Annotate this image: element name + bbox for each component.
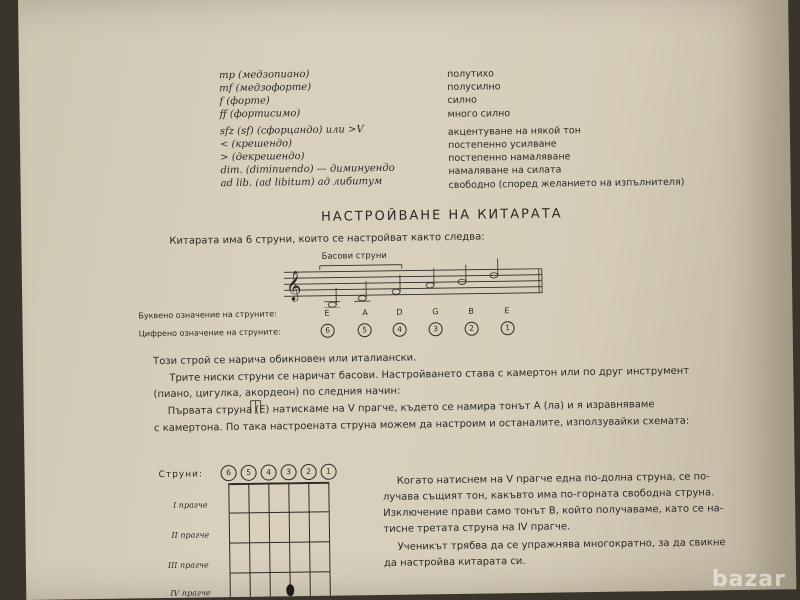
- dynamics-terms: [219, 66, 421, 190]
- dynamic-term: mf (медзофорте): [219, 81, 312, 95]
- string-number: 5: [358, 323, 372, 337]
- bass-strings-label: Басови струни: [321, 250, 387, 262]
- fretboard-string-number: 2: [301, 464, 317, 480]
- watermark-logo: bazar: [711, 567, 786, 592]
- string-fret-symbol-icon: [250, 399, 262, 415]
- dynamic-meaning: свободно (според желанието на изпълнителя): [448, 176, 685, 191]
- fret-label: III прагче: [167, 560, 209, 570]
- explanation-line: Ученикът трябва да се упражнява многократно, за да свикне: [397, 537, 726, 553]
- dynamic-meaning: намаляване на силата: [448, 164, 562, 178]
- fretboard-string-number: 1: [321, 464, 337, 480]
- string-letter: B: [468, 306, 474, 316]
- intro-text: Китарата има 6 струни, които се настройват както следва:: [169, 231, 485, 247]
- explanation-line: лучава същият тон, какъвто има по-горната свободна струна.: [382, 487, 715, 503]
- dynamic-term: < (крешендо): [219, 138, 293, 151]
- dynamic-term: sfz (sf) (сфорцандо) или >V: [219, 124, 364, 138]
- dynamic-meaning: силно: [447, 95, 478, 107]
- fretboard-string-number: 6: [221, 465, 237, 481]
- string-number: 1: [501, 321, 515, 335]
- fret-dot-icon: [286, 584, 294, 596]
- body-line: (пиано, цигулка, акордеон) по следния начин:: [153, 385, 401, 401]
- dynamic-term: f (форте): [219, 95, 270, 108]
- string-letter: G: [432, 307, 439, 317]
- dynamic-term: dim. (diminuendo) — диминуендо: [220, 162, 395, 177]
- string-number: 6: [321, 324, 335, 338]
- book-page: [18, 0, 796, 600]
- body-line: Първата струна (E) натискаме на V прагче, където се намира тонът A (ла) и я изравняваме: [167, 399, 655, 417]
- string-number: 2: [465, 322, 479, 336]
- dynamic-term: ad lib. (ad libitum) ад либитум: [220, 175, 383, 190]
- dynamics-meanings: [447, 63, 789, 192]
- fretboard-diagram: [221, 482, 343, 598]
- string-letter: E: [324, 308, 330, 318]
- explanation-line: Изключение прави само тонът B, който получаваме, като се на-: [383, 503, 724, 519]
- string-letter: D: [396, 307, 403, 317]
- dynamic-term: > (декрешендо): [220, 151, 305, 164]
- number-row-label: Цифрено означение на струните:: [138, 327, 281, 339]
- dynamic-meaning: постепенно усилване: [447, 138, 557, 152]
- fret-label: II прагче: [171, 530, 210, 540]
- section-title: НАСТРОЙВАНЕ НА КИТАРАТА: [320, 206, 563, 225]
- body-line: Трите ниски струни се наричат басови. Настройването става с камертон или по друг инструмент: [169, 365, 690, 384]
- dynamic-meaning: акцентуване на някой тон: [447, 124, 581, 138]
- treble-clef-icon: 𝄞: [285, 271, 302, 302]
- string-letter: E: [504, 306, 510, 316]
- body-line: Този строй се нарича обикновен или италиански.: [152, 352, 417, 368]
- dynamic-term: ff (фортисимо): [219, 108, 301, 121]
- explanation-line: да настройва китарата си.: [383, 555, 526, 569]
- strings-label: Струни:: [158, 469, 204, 481]
- fretboard-string-number: 5: [241, 465, 257, 481]
- dynamic-meaning: полусилно: [447, 81, 501, 94]
- dynamic-term: mp (медзопиано): [218, 68, 310, 82]
- explanation-line: Когато натиснем на V прагче една по-долна струна, се по-: [396, 471, 710, 487]
- string-number: 3: [429, 322, 443, 336]
- letter-row-label: Буквено означение на струните:: [138, 309, 277, 321]
- explanation-line: тисне третата струна на IV прагче.: [383, 521, 571, 535]
- dynamic-meaning: постепенно намаляване: [448, 151, 571, 165]
- dynamic-meaning: много силно: [447, 107, 511, 120]
- fretboard-string-number: 4: [261, 464, 277, 480]
- string-number: 4: [393, 323, 407, 337]
- body-line: с камертона. По така настроената струна можем да настроим и останалите, използувайки схемата:: [153, 415, 690, 435]
- fret-label: I прагче: [173, 500, 208, 510]
- music-staff: [284, 255, 547, 309]
- string-letter: A: [362, 308, 368, 318]
- dynamic-meaning: полутихо: [447, 68, 495, 81]
- fretboard-string-number: 3: [281, 464, 297, 480]
- fret-label: IV прагче: [170, 588, 211, 598]
